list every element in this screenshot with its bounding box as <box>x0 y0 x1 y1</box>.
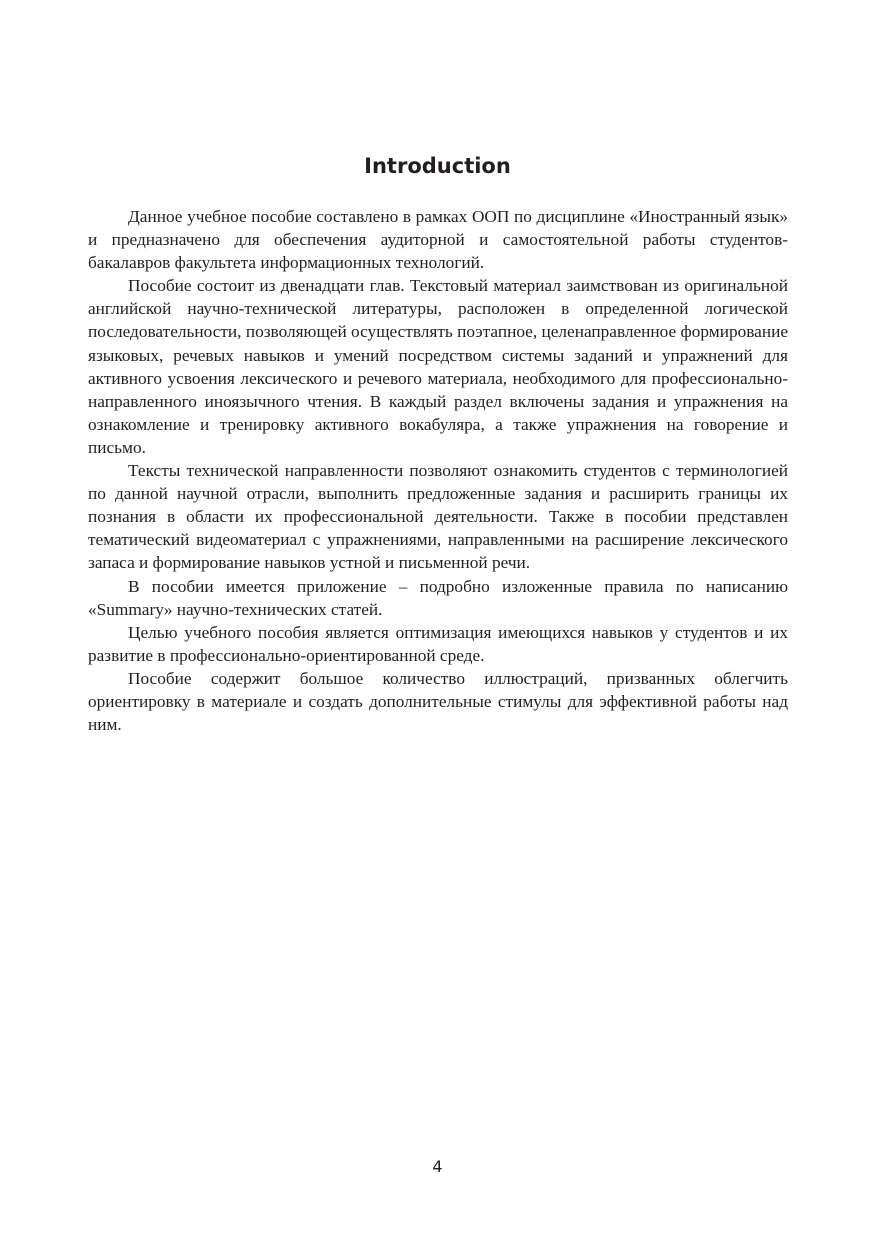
paragraph: Целью учебного пособия является оптимизация имеющихся навыков у студентов и их развитие в профессионально-ориентированной среде. <box>88 622 788 665</box>
paragraph: Данное учебное пособие составлено в рамках ООП по дисциплине «Иностранный язык» и предназначено для обеспечения аудиторной и самостоятельной работы студентов-бакалавров факультета информационных технологий. <box>88 207 788 273</box>
paragraph: Пособие содержит большое количество иллюстраций, призванных облегчить ориентировку в материале и создать дополнительные стимулы для эффективной работы над ним. <box>88 668 788 735</box>
page-title: Introduction <box>364 154 511 178</box>
paragraph: Тексты технической направленности позволяют ознакомить студентов с терминологией по данной научной отрасли, выполнить предложенные задания и расширить границы их познания в области их профессиональной деятельности. Также в пособии представлен тематический видеоматериал с упражнениями, направленными на расширение лексического запаса и формирование навыков устной и письменной речи. <box>88 461 788 573</box>
body-text <box>88 205 788 736</box>
paragraph: Пособие состоит из двенадцати глав. Текстовый материал заимствован из оригинальной английской научно-технической литературы, расположен в определенной логической последовательности, позволяющей осуществлять поэтапное, целенаправленное формирование языковых, речевых навыков и умений посредством системы заданий и упражнений для активного усвоения лексического и речевого материала, необходимого для профессионально-направленного иноязычного чтения. В каждый раздел включены задания и упражнения на ознакомление и тренировку активного вокабуляра, а также упражнения на говорение и письмо. <box>88 276 788 457</box>
paragraph: В пособии имеется приложение – подробно изложенные правила по написанию «Summary» научно-технических статей. <box>88 576 788 619</box>
page-number: 4 <box>432 1157 443 1176</box>
